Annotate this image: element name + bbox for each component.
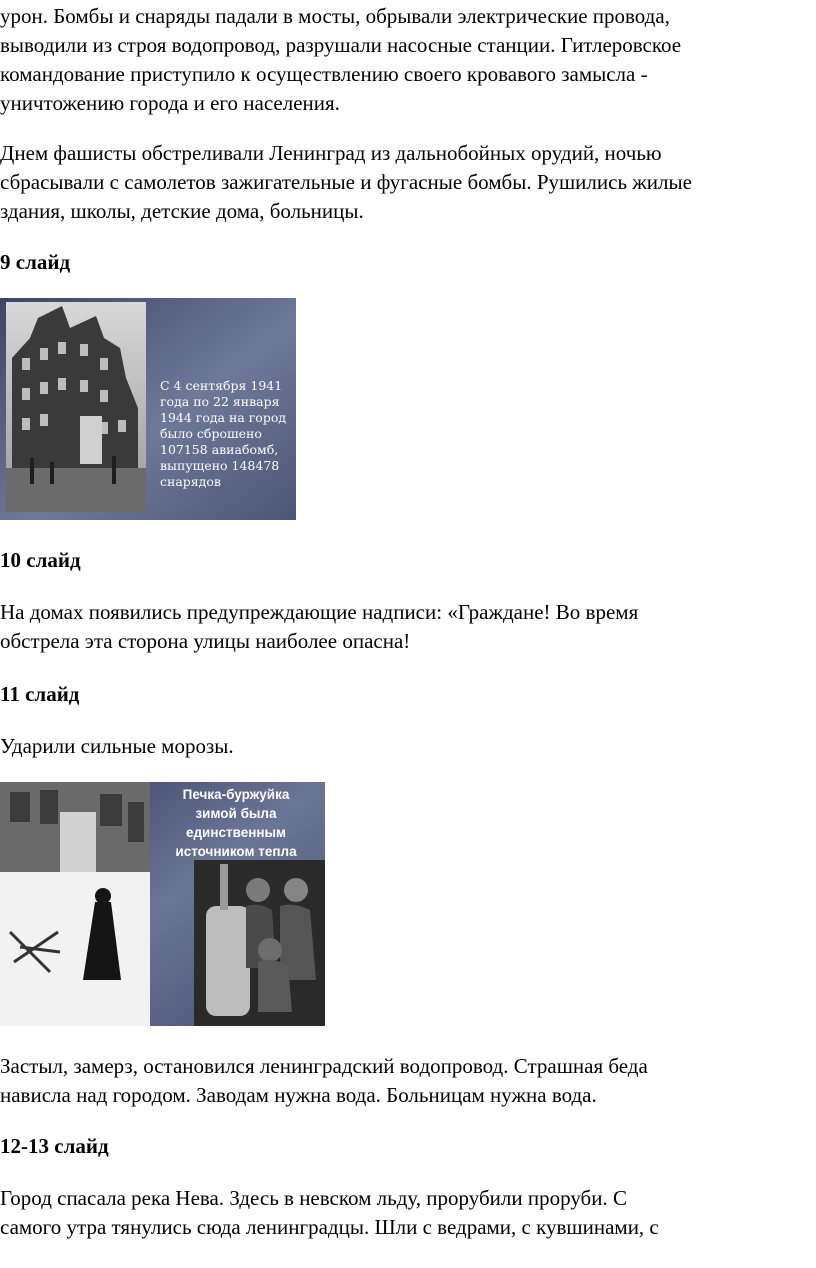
slide-9-caption: С 4 сентября 1941 года по 22 января 1944 года на город было сброшено 107158 авиабомб, выпущено 148478 снарядов	[160, 378, 287, 489]
text-line: командование приступило к осуществлению своего кровавого замысла -	[0, 62, 648, 86]
text-line: выводили из строя водопровод, разрушали насосные станции. Гитлеровское	[0, 33, 682, 57]
paragraph-damage	[0, 2, 810, 118]
text-line: Ударили сильные морозы.	[0, 734, 234, 758]
text-line: самого утра тянулись сюда ленинградцы. Шли с ведрами, с кувшинами, с	[0, 1215, 659, 1239]
text-line: сбрасывали с самолетов зажигательные и фугасные бомбы. Рушились жилые	[0, 170, 692, 194]
text-line: уничтожению города и его населения.	[0, 91, 340, 115]
heading-slide-12-13: 12-13 слайд	[0, 1134, 109, 1158]
text-line: обстрела эта сторона улицы наиболее опасна!	[0, 629, 411, 653]
text-line: здания, школы, детские дома, больницы.	[0, 199, 364, 223]
text-line: урон. Бомбы и снаряды падали в мосты, обрывали электрические провода,	[0, 4, 670, 28]
text-line: нависла над городом. Заводам нужна вода. Больницам нужна вода.	[0, 1083, 597, 1107]
heading-slide-11: 11 слайд	[0, 682, 80, 706]
slide-9-image	[0, 298, 296, 520]
paragraph-shelling	[0, 139, 810, 226]
text-line: Днем фашисты обстреливали Ленинград из дальнобойных орудий, ночью	[0, 141, 662, 165]
text-line: Застыл, замерз, остановился ленинградский водопровод. Страшная беда	[0, 1054, 648, 1078]
paragraph-warnings	[0, 598, 810, 656]
paragraph-neva	[0, 1184, 810, 1242]
slide-11-image	[0, 782, 325, 1026]
paragraph-water	[0, 1052, 810, 1110]
text-line: Город спасала река Нева. Здесь в невском льду, прорубили проруби. С	[0, 1186, 627, 1210]
text-line: На домах появились предупреждающие надписи: «Граждане! Во время	[0, 600, 639, 624]
paragraph-frost	[0, 732, 810, 761]
heading-slide-10: 10 слайд	[0, 548, 81, 572]
slide-11-caption: Печка-буржуйка зимой была единственным источником тепла	[175, 787, 297, 859]
heading-slide-9: 9 слайд	[0, 250, 71, 274]
